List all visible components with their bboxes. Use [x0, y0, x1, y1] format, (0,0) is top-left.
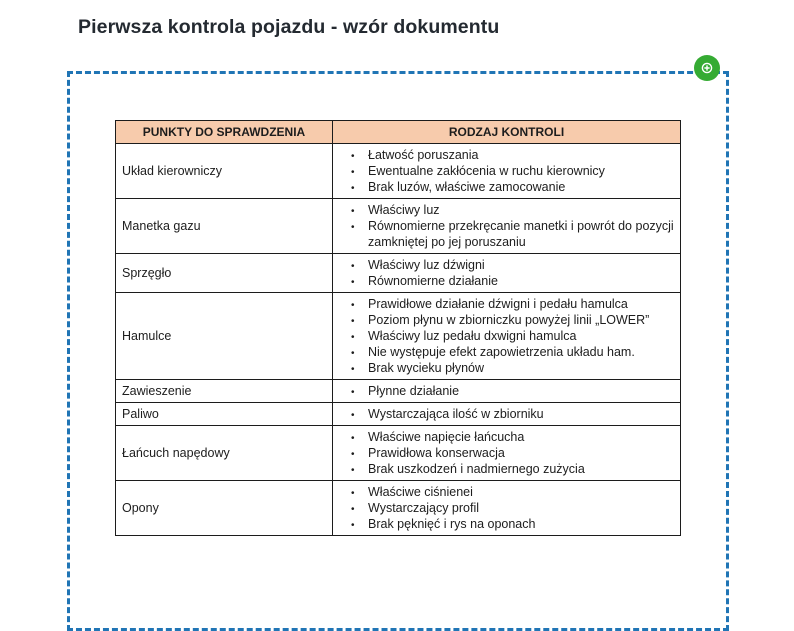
check-item: • Łatwość poruszania [333, 147, 676, 163]
check-item: • Płynne działanie [333, 383, 676, 399]
table-row [116, 144, 681, 199]
item-cell: Układ kierowniczy [116, 144, 333, 199]
check-item: • Równomierne działanie [333, 273, 676, 289]
check-list [333, 147, 676, 195]
item-cell: Zawieszenie [116, 380, 333, 403]
column-header-rodzaj: RODZAJ KONTROLI [333, 121, 681, 144]
check-item: • Nie występuje efekt zapowietrzenia układu ham. [333, 344, 676, 360]
check-item: • Właściwy luz dźwigni [333, 257, 676, 273]
check-item: • Właściwe ciśnienei [333, 484, 676, 500]
item-cell: Hamulce [116, 293, 333, 380]
checks-cell [333, 380, 681, 403]
check-item: • Równomierne przekręcanie manetki i powrót do pozycji zamkniętej po jej poruszaniu [333, 218, 676, 250]
check-list [333, 383, 676, 399]
item-cell: Sprzęgło [116, 254, 333, 293]
column-header-punkty: PUNKTY DO SPRAWDZENIA [116, 121, 333, 144]
zoom-in-button[interactable] [694, 55, 720, 81]
checks-cell [333, 481, 681, 536]
check-list [333, 429, 676, 477]
image-selection-frame[interactable] [67, 71, 729, 631]
check-item: • Wystarczający profil [333, 500, 676, 516]
item-cell: Łańcuch napędowy [116, 426, 333, 481]
zoom-in-plus-icon [699, 60, 715, 76]
check-item: • Właściwy luz pedału dxwigni hamulca [333, 328, 676, 344]
check-item: • Prawidłowe działanie dźwigni i pedału hamulca [333, 296, 676, 312]
table-row [116, 426, 681, 481]
table-row [116, 199, 681, 254]
table-row [116, 380, 681, 403]
check-item: • Brak pęknięć i rys na oponach [333, 516, 676, 532]
check-list [333, 296, 676, 376]
table-row [116, 254, 681, 293]
checks-cell [333, 403, 681, 426]
check-list [333, 257, 676, 289]
check-item: • Ewentualne zakłócenia w ruchu kierownicy [333, 163, 676, 179]
check-item: • Brak wycieku płynów [333, 360, 676, 376]
table-body [116, 144, 681, 536]
check-item: • Prawidłowa konserwacja [333, 445, 676, 461]
check-list [333, 202, 676, 250]
check-item: • Brak uszkodzeń i nadmiernego zużycia [333, 461, 676, 477]
item-cell: Paliwo [116, 403, 333, 426]
page-title: Pierwsza kontrola pojazdu - wzór dokumentu [78, 16, 500, 38]
checks-cell [333, 144, 681, 199]
item-cell: Opony [116, 481, 333, 536]
table-row [116, 403, 681, 426]
check-item: • Właściwy luz [333, 202, 676, 218]
item-cell: Manetka gazu [116, 199, 333, 254]
checks-cell [333, 199, 681, 254]
inspection-table [115, 120, 681, 536]
check-list [333, 484, 676, 532]
table-row [116, 293, 681, 380]
table-row [116, 481, 681, 536]
table-header-row [116, 121, 681, 144]
check-item: • Wystarczająca ilość w zbiorniku [333, 406, 676, 422]
check-item: • Brak luzów, właściwe zamocowanie [333, 179, 676, 195]
check-list [333, 406, 676, 422]
check-item: • Właściwe napięcie łańcucha [333, 429, 676, 445]
checks-cell [333, 426, 681, 481]
checks-cell [333, 293, 681, 380]
check-item: • Poziom płynu w zbiorniczku powyżej linii „LOWER” [333, 312, 676, 328]
checks-cell [333, 254, 681, 293]
